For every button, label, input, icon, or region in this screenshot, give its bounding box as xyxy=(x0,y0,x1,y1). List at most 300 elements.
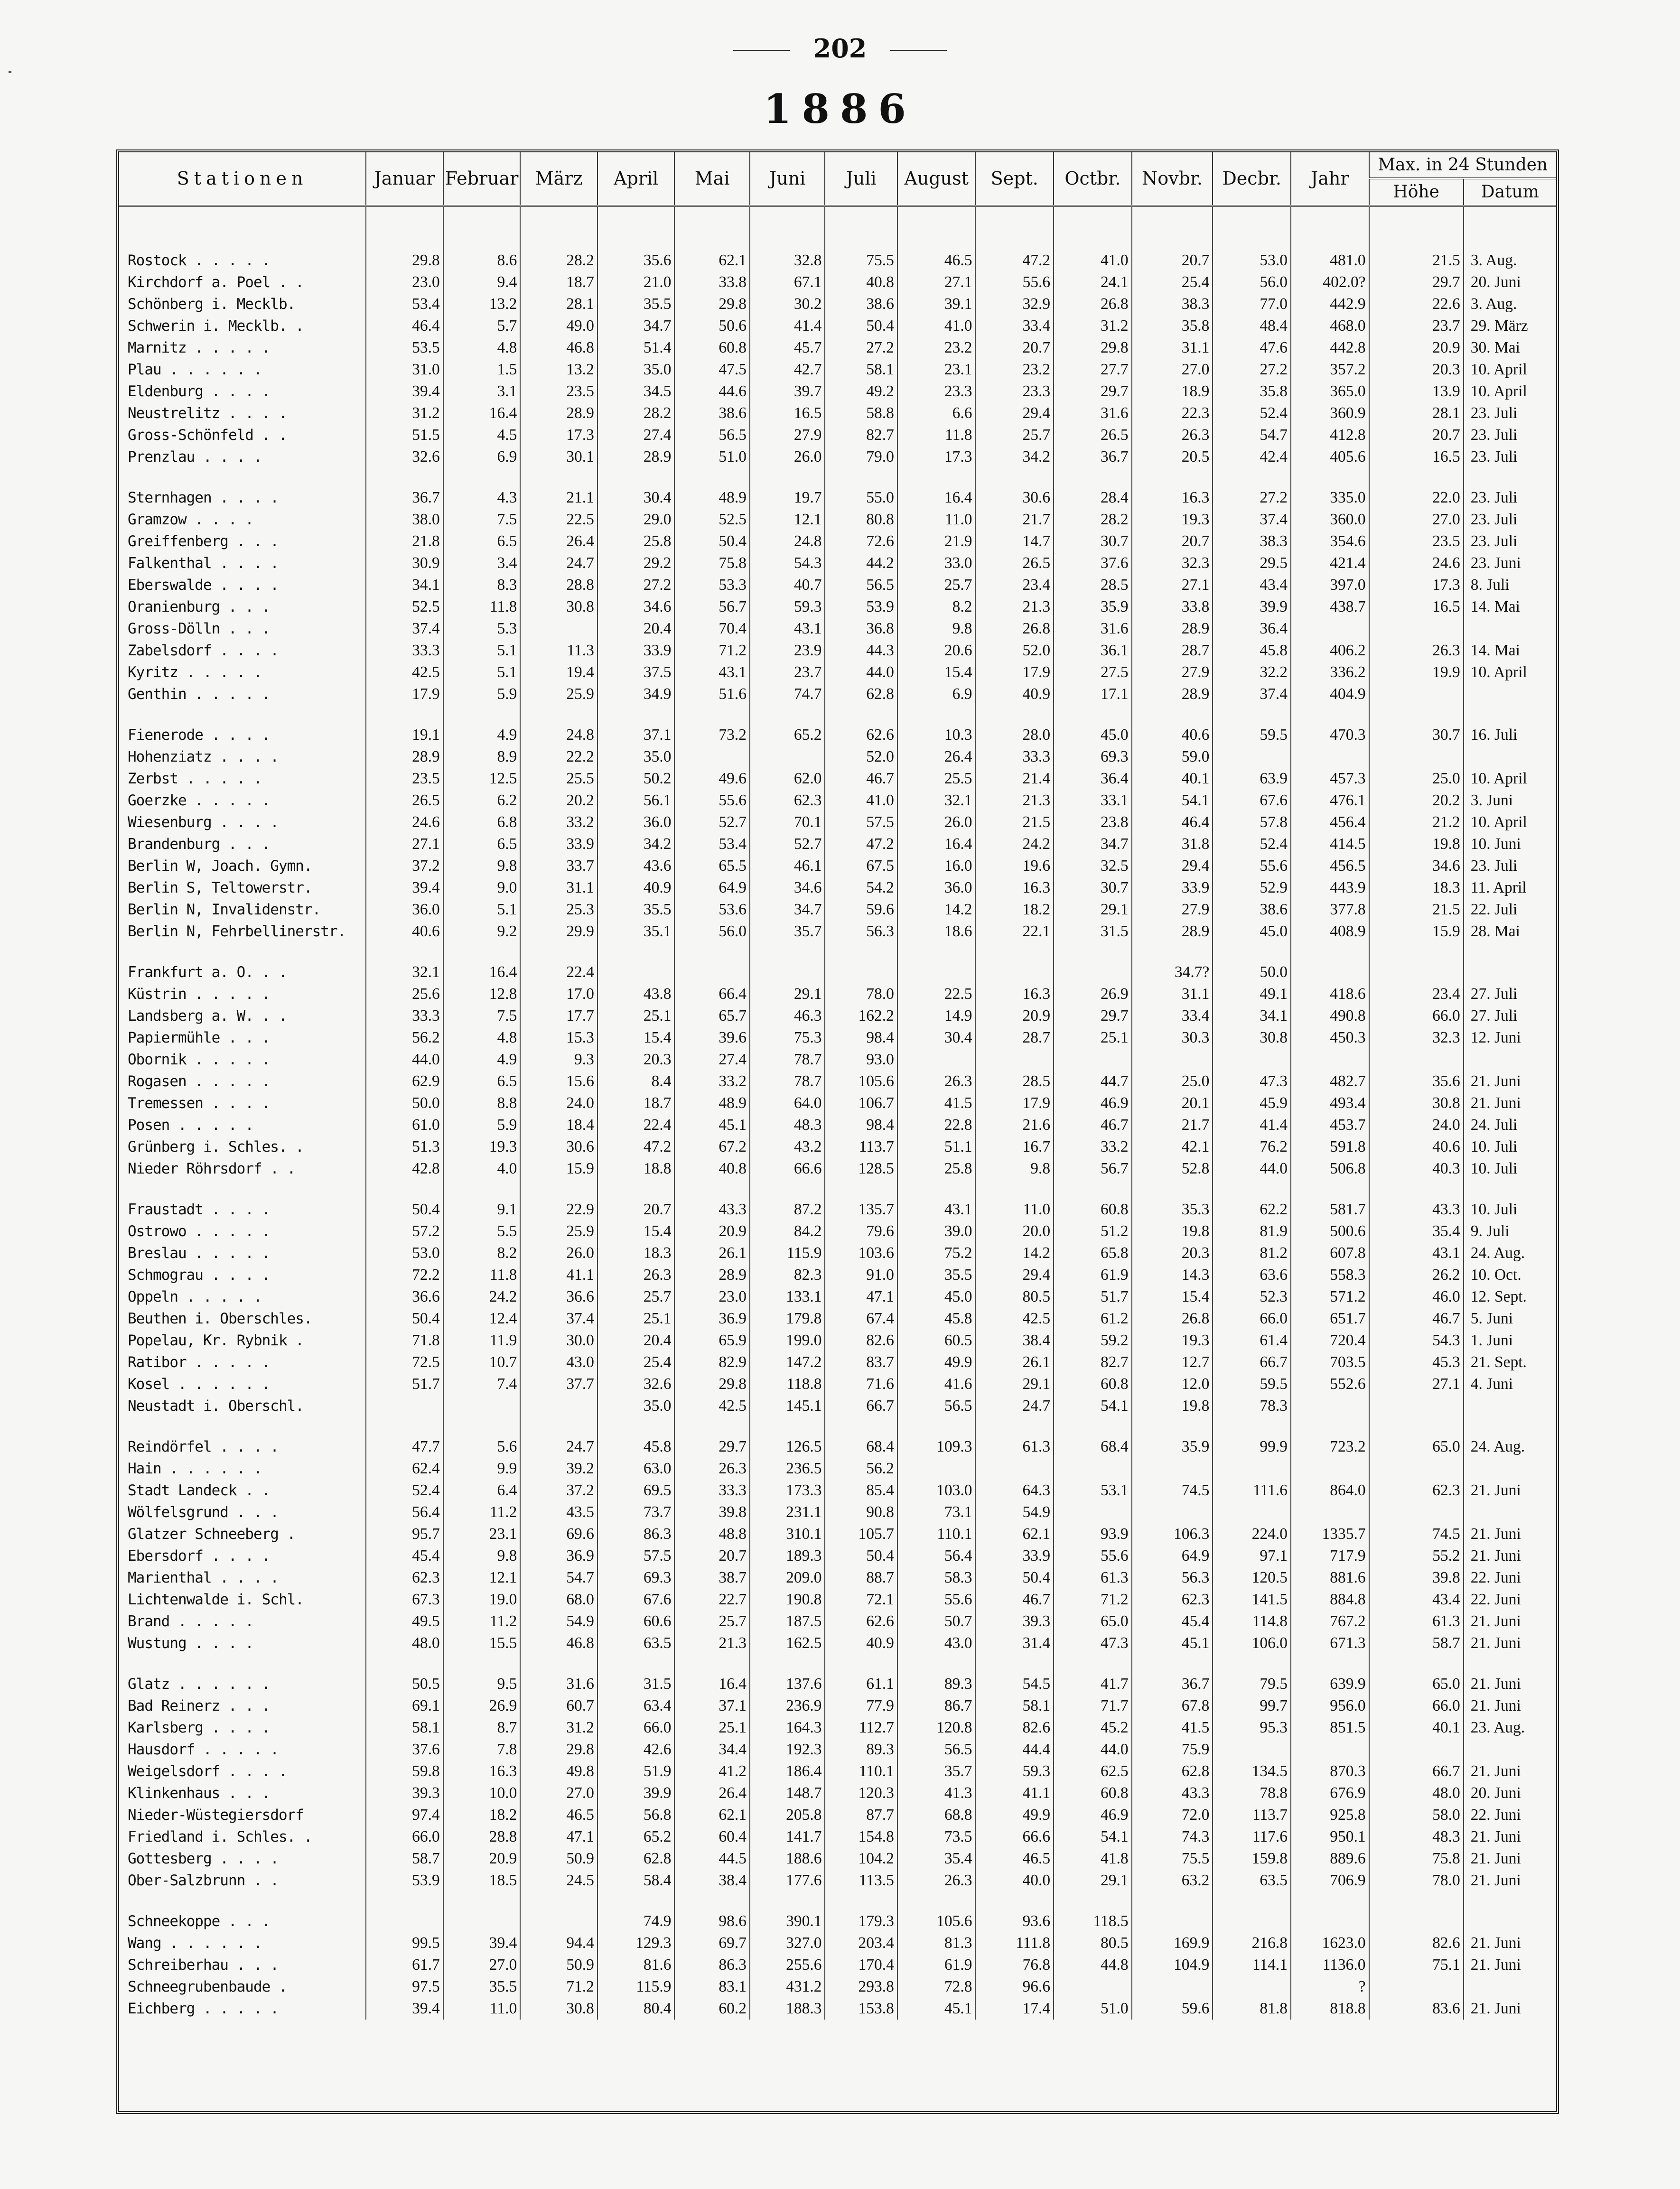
month-value: 56.5 xyxy=(674,424,750,446)
year-total: 412.8 xyxy=(1291,424,1369,446)
month-value: 28.1 xyxy=(520,293,597,315)
month-value: 27.0 xyxy=(1132,359,1213,381)
month-value: 65.2 xyxy=(750,724,825,746)
station-name: Bad Reinerz . . . xyxy=(119,1695,366,1717)
station-name: Berlin W, Joach. Gymn. xyxy=(119,855,366,877)
spacer-cell xyxy=(825,1180,897,1199)
table-row xyxy=(119,531,1556,552)
month-value: 21.7 xyxy=(1132,1114,1213,1136)
month-value: 27.5 xyxy=(1054,661,1132,683)
month-value: 22.3 xyxy=(1132,402,1213,424)
month-value: 148.7 xyxy=(750,1782,825,1804)
header-month: August xyxy=(897,152,976,206)
month-value: 26.3 xyxy=(897,1071,976,1092)
month-value: 32.9 xyxy=(975,293,1054,315)
month-value: 86.3 xyxy=(674,1954,750,1976)
year-total: 397.0 xyxy=(1291,574,1369,596)
spacer-cell xyxy=(750,705,825,724)
month-value: 60.8 xyxy=(674,337,750,359)
month-value: 60.6 xyxy=(597,1611,675,1632)
month-value: 18.2 xyxy=(975,899,1054,921)
month-value: 84.2 xyxy=(750,1220,825,1242)
group-spacer xyxy=(119,705,1556,724)
month-value: 41.0 xyxy=(825,790,897,811)
header-month: Mai xyxy=(674,152,750,206)
spacer-cell xyxy=(674,1180,750,1199)
spacer-cell xyxy=(975,1417,1054,1436)
max-height: 28.1 xyxy=(1369,402,1464,424)
month-value: 66.6 xyxy=(750,1158,825,1180)
max-date: 8. Juli xyxy=(1470,576,1510,594)
month-value: 26.0 xyxy=(520,1242,597,1264)
spacer-cell xyxy=(897,1417,976,1436)
month-value: 39.9 xyxy=(597,1782,675,1804)
month-value: 42.7 xyxy=(750,359,825,381)
month-value: 18.6 xyxy=(897,921,976,942)
spacer-cell xyxy=(520,468,597,487)
max-date: 21. Juni xyxy=(1470,1094,1521,1112)
station-name: Glatz . . . . . . xyxy=(119,1673,366,1695)
month-value: 23.4 xyxy=(975,574,1054,596)
month-value: 99.7 xyxy=(1213,1695,1291,1717)
month-value: 54.2 xyxy=(825,877,897,899)
spacer-cell xyxy=(1054,468,1132,487)
month-value: 36.7 xyxy=(1054,446,1132,468)
max-date: 10. April xyxy=(1470,769,1527,787)
month-value: 159.8 xyxy=(1213,1848,1291,1870)
month-value: 35.5 xyxy=(897,1264,976,1286)
month-value: 40.9 xyxy=(825,1632,897,1654)
year-total: 406.2 xyxy=(1291,640,1369,661)
max-date: 21. Juni xyxy=(1470,1546,1521,1565)
spacer-cell xyxy=(1213,206,1291,250)
table-row xyxy=(119,337,1556,359)
month-value: 56.2 xyxy=(366,1027,443,1049)
month-value: 25.1 xyxy=(1054,1027,1132,1049)
month-value: 30.7 xyxy=(1054,877,1132,899)
month-value: 36.7 xyxy=(366,487,443,509)
month-value: 50.0 xyxy=(366,1092,443,1114)
month-value xyxy=(1213,1976,1291,1998)
header-month: Sept. xyxy=(975,152,1054,206)
year-total: 581.7 xyxy=(1291,1199,1369,1220)
month-value: 35.9 xyxy=(1054,596,1132,618)
max-date xyxy=(1464,746,1556,768)
spacer-cell xyxy=(750,1654,825,1673)
month-value: 29.7 xyxy=(1054,381,1132,402)
month-value: 62.6 xyxy=(825,724,897,746)
month-value: 94.4 xyxy=(520,1932,597,1954)
spacer-cell xyxy=(119,1654,366,1673)
month-value: 9.8 xyxy=(443,1545,521,1567)
month-value: 255.6 xyxy=(750,1954,825,1976)
month-value: 24.8 xyxy=(750,531,825,552)
station-name: Sternhagen . . . . xyxy=(119,487,366,509)
month-value: 57.5 xyxy=(825,811,897,833)
month-value: 30.4 xyxy=(897,1027,976,1049)
month-value: 99.5 xyxy=(366,1932,443,1954)
year-total: 889.6 xyxy=(1291,1848,1369,1870)
month-value: 41.4 xyxy=(1213,1114,1291,1136)
station-name: Oranienburg . . . xyxy=(119,596,366,618)
year-total xyxy=(1291,1501,1369,1523)
month-value: 75.5 xyxy=(825,250,897,271)
month-value: 60.2 xyxy=(674,1998,750,2020)
max-height xyxy=(1369,1976,1464,1998)
station-name: Rostock . . . . . xyxy=(119,250,366,271)
station-name: Beuthen i. Oberschles. xyxy=(119,1308,366,1330)
max-height: 45.3 xyxy=(1369,1351,1464,1373)
station-name: Papiermühle . . . xyxy=(119,1027,366,1049)
month-value: 9.1 xyxy=(443,1199,521,1220)
month-value: 64.9 xyxy=(1132,1545,1213,1567)
max-height xyxy=(1369,1739,1464,1761)
max-height: 75.1 xyxy=(1369,1954,1464,1976)
spacer-cell xyxy=(119,705,366,724)
max-height: 24.0 xyxy=(1369,1114,1464,1136)
month-value: 45.1 xyxy=(1132,1632,1213,1654)
month-value: 41.1 xyxy=(520,1264,597,1286)
month-value xyxy=(1132,1458,1213,1480)
table-row xyxy=(119,271,1556,293)
month-value: 19.1 xyxy=(366,724,443,746)
month-value: 56.5 xyxy=(897,1395,976,1417)
month-value: 26.3 xyxy=(597,1264,675,1286)
max-date: 10. April xyxy=(1470,663,1527,681)
spacer-cell xyxy=(119,1417,366,1436)
year-total: 442.8 xyxy=(1291,337,1369,359)
month-value: 33.4 xyxy=(975,315,1054,337)
month-value: 66.0 xyxy=(1213,1308,1291,1330)
month-value: 93.6 xyxy=(975,1910,1054,1932)
month-value: 20.7 xyxy=(1132,531,1213,552)
month-value: 62.5 xyxy=(1054,1761,1132,1782)
month-value: 36.9 xyxy=(674,1308,750,1330)
month-value: 40.9 xyxy=(975,683,1054,705)
table-row xyxy=(119,877,1556,899)
max-height: 35.6 xyxy=(1369,1071,1464,1092)
month-value: 39.1 xyxy=(897,293,976,315)
month-value: 4.8 xyxy=(443,337,521,359)
month-value: 6.5 xyxy=(443,833,521,855)
month-value: 29.1 xyxy=(975,1373,1054,1395)
max-height: 23.7 xyxy=(1369,315,1464,337)
month-value: 87.7 xyxy=(825,1804,897,1826)
month-value: 187.5 xyxy=(750,1611,825,1632)
group-spacer xyxy=(119,942,1556,961)
table-row xyxy=(119,833,1556,855)
station-name: Genthin . . . . . xyxy=(119,683,366,705)
spacer-cell xyxy=(1054,1891,1132,1910)
max-date: 21. Juni xyxy=(1470,1525,1521,1543)
month-value: 43.3 xyxy=(1132,1782,1213,1804)
month-value: 54.1 xyxy=(1054,1826,1132,1848)
max-height: 27.1 xyxy=(1369,1373,1464,1395)
year-total: 607.8 xyxy=(1291,1242,1369,1264)
month-value: 23.2 xyxy=(897,337,976,359)
station-name: Gottesberg . . . . xyxy=(119,1848,366,1870)
month-value: 4.9 xyxy=(443,1049,521,1071)
month-value: 26.8 xyxy=(1054,293,1132,315)
month-value: 30.3 xyxy=(1132,1027,1213,1049)
month-value: 6.5 xyxy=(443,531,521,552)
spacer-cell xyxy=(825,206,897,250)
table-row xyxy=(119,1351,1556,1373)
month-value: 41.5 xyxy=(897,1092,976,1114)
spacer-cell xyxy=(1464,468,1556,487)
month-value: 47.1 xyxy=(520,1826,597,1848)
month-value: 58.1 xyxy=(366,1717,443,1739)
spacer-cell xyxy=(1369,468,1464,487)
spacer-cell xyxy=(1213,705,1291,724)
month-value: 4.0 xyxy=(443,1158,521,1180)
month-value: 45.4 xyxy=(366,1545,443,1567)
max-date: 23. Juli xyxy=(1470,426,1518,444)
month-value: 21.5 xyxy=(975,811,1054,833)
max-height: 16.5 xyxy=(1369,446,1464,468)
month-value: 14.9 xyxy=(897,1005,976,1027)
station-name: Ober-Salzbrunn . . xyxy=(119,1870,366,1891)
month-value: 75.2 xyxy=(897,1242,976,1264)
month-value: 34.6 xyxy=(750,877,825,899)
spacer-cell xyxy=(674,1891,750,1910)
table-row xyxy=(119,1673,1556,1695)
month-value: 153.8 xyxy=(825,1998,897,2020)
station-name: Fienerode . . . . xyxy=(119,724,366,746)
month-value xyxy=(1213,746,1291,768)
month-value: 5.1 xyxy=(443,899,521,921)
month-value: 32.5 xyxy=(1054,855,1132,877)
month-value: 62.3 xyxy=(750,790,825,811)
month-value: 82.3 xyxy=(750,1264,825,1286)
spacer-cell xyxy=(1464,1654,1556,1673)
month-value: 9.5 xyxy=(443,1673,521,1695)
month-value: 28.2 xyxy=(597,402,675,424)
month-value: 53.4 xyxy=(366,293,443,315)
month-value: 170.4 xyxy=(825,1954,897,1976)
max-date: 12. Juni xyxy=(1470,1028,1521,1046)
spacer-cell xyxy=(443,1417,521,1436)
month-value: 46.5 xyxy=(520,1804,597,1826)
month-value: 52.9 xyxy=(1213,877,1291,899)
year-total: 950.1 xyxy=(1291,1826,1369,1848)
month-value: 21.6 xyxy=(975,1114,1054,1136)
max-date: 24. Juli xyxy=(1470,1116,1518,1134)
month-value: 49.5 xyxy=(366,1611,443,1632)
month-value: 38.6 xyxy=(825,293,897,315)
month-value: 26.0 xyxy=(750,446,825,468)
spacer-cell xyxy=(750,1417,825,1436)
month-value: 24.7 xyxy=(520,1436,597,1458)
month-value: 7.5 xyxy=(443,509,521,531)
month-value: 9.8 xyxy=(443,855,521,877)
month-value: 10.7 xyxy=(443,1351,521,1373)
month-value: 44.3 xyxy=(825,640,897,661)
month-value: 30.8 xyxy=(520,596,597,618)
month-value: 6.4 xyxy=(443,1480,521,1501)
month-value: 16.4 xyxy=(674,1673,750,1695)
spacer-cell xyxy=(366,1180,443,1199)
month-value: 28.9 xyxy=(674,1264,750,1286)
month-value: 11.0 xyxy=(443,1998,521,2020)
month-value: 19.8 xyxy=(1132,1220,1213,1242)
month-value: 46.7 xyxy=(975,1589,1054,1611)
month-value: 52.7 xyxy=(674,811,750,833)
month-value xyxy=(1132,1910,1213,1932)
month-value: 57.8 xyxy=(1213,811,1291,833)
month-value: 62.8 xyxy=(825,683,897,705)
month-value: 62.2 xyxy=(1213,1199,1291,1220)
spacer-cell xyxy=(825,468,897,487)
max-height: 17.3 xyxy=(1369,574,1464,596)
table-row xyxy=(119,487,1556,509)
year-total: 476.1 xyxy=(1291,790,1369,811)
month-value: 31.2 xyxy=(520,1717,597,1739)
month-value: 63.6 xyxy=(1213,1264,1291,1286)
month-value: 16.3 xyxy=(443,1761,521,1782)
spacer-cell xyxy=(825,705,897,724)
month-value: 9.9 xyxy=(443,1458,521,1480)
month-value: 39.6 xyxy=(674,1027,750,1049)
month-value: 28.9 xyxy=(520,402,597,424)
month-value: 57.2 xyxy=(366,1220,443,1242)
station-name: Marnitz . . . . . xyxy=(119,337,366,359)
month-value: 66.4 xyxy=(674,983,750,1005)
month-value: 113.7 xyxy=(825,1136,897,1158)
month-value: 41.0 xyxy=(1054,250,1132,271)
month-value: 43.5 xyxy=(520,1501,597,1523)
month-value: 26.3 xyxy=(1132,424,1213,446)
month-value: 52.3 xyxy=(1213,1286,1291,1308)
month-value: 98.6 xyxy=(674,1910,750,1932)
month-value: 41.1 xyxy=(975,1782,1054,1804)
month-value: 105.6 xyxy=(897,1910,976,1932)
year-total: 552.6 xyxy=(1291,1373,1369,1395)
month-value: 35.5 xyxy=(443,1976,521,1998)
max-date: 11. April xyxy=(1470,878,1527,896)
month-value: 63.9 xyxy=(1213,768,1291,790)
year-total xyxy=(1291,961,1369,983)
month-value: 26.3 xyxy=(897,1870,976,1891)
month-value: 38.3 xyxy=(1213,531,1291,552)
month-value: 44.8 xyxy=(1054,1954,1132,1976)
month-value: 5.9 xyxy=(443,1114,521,1136)
station-name: Eberswalde . . . . xyxy=(119,574,366,596)
month-value: 37.4 xyxy=(1213,509,1291,531)
month-value: 16.4 xyxy=(443,961,521,983)
month-value: 30.8 xyxy=(520,1998,597,2020)
month-value: 26.3 xyxy=(674,1458,750,1480)
month-value: 43.1 xyxy=(897,1199,976,1220)
spacer-cell xyxy=(443,1891,521,1910)
month-value: 209.0 xyxy=(750,1567,825,1589)
month-value: 27.9 xyxy=(750,424,825,446)
month-value: 53.5 xyxy=(366,337,443,359)
month-value: 29.8 xyxy=(520,1739,597,1761)
month-value: 45.7 xyxy=(750,337,825,359)
month-value: 34.7? xyxy=(1132,961,1213,983)
month-value: 22.2 xyxy=(520,746,597,768)
max-date: 21. Juni xyxy=(1470,1634,1521,1652)
month-value: 14.3 xyxy=(1132,1264,1213,1286)
month-value: 20.4 xyxy=(597,618,675,640)
station-name: Kirchdorf a. Poel . . xyxy=(119,271,366,293)
month-value: 78.7 xyxy=(750,1049,825,1071)
station-name: Schreiberhau . . . xyxy=(119,1954,366,1976)
month-value: 33.3 xyxy=(366,1005,443,1027)
max-height xyxy=(1369,1049,1464,1071)
month-value: 28.9 xyxy=(1132,921,1213,942)
month-value: 48.8 xyxy=(674,1523,750,1545)
spacer-cell xyxy=(1464,206,1556,250)
month-value: 18.7 xyxy=(520,271,597,293)
month-value: 12.8 xyxy=(443,983,521,1005)
month-value: 5.3 xyxy=(443,618,521,640)
month-value: 54.9 xyxy=(520,1611,597,1632)
group-spacer xyxy=(119,1654,1556,1673)
month-value: 80.4 xyxy=(597,1998,675,2020)
max-height: 18.3 xyxy=(1369,877,1464,899)
year-total: 1335.7 xyxy=(1291,1523,1369,1545)
spacer-cell xyxy=(1213,1180,1291,1199)
month-value: 59.6 xyxy=(1132,1998,1213,2020)
month-value: 62.1 xyxy=(975,1523,1054,1545)
month-value: 53.1 xyxy=(1054,1480,1132,1501)
table-row xyxy=(119,1436,1556,1458)
table-row xyxy=(119,1136,1556,1158)
month-value: 179.3 xyxy=(825,1910,897,1932)
spacer-cell xyxy=(975,468,1054,487)
month-value: 18.3 xyxy=(597,1242,675,1264)
month-value: 58.1 xyxy=(825,359,897,381)
page-number xyxy=(0,33,1680,64)
max-date: 21. Juni xyxy=(1470,1612,1521,1630)
spacer-cell xyxy=(975,206,1054,250)
month-value: 236.5 xyxy=(750,1458,825,1480)
month-value: 35.4 xyxy=(897,1848,976,1870)
max-date: 12. Sept. xyxy=(1470,1287,1527,1305)
month-value: 62.9 xyxy=(366,1071,443,1092)
month-value: 30.7 xyxy=(1054,531,1132,552)
month-value: 105.7 xyxy=(825,1523,897,1545)
table-row xyxy=(119,1567,1556,1589)
month-value: 50.6 xyxy=(674,315,750,337)
station-name: Breslau . . . . . xyxy=(119,1242,366,1264)
month-value: 59.8 xyxy=(366,1761,443,1782)
month-value: 28.7 xyxy=(975,1027,1054,1049)
spacer-cell xyxy=(520,942,597,961)
spacer-cell xyxy=(1132,942,1213,961)
month-value: 199.0 xyxy=(750,1330,825,1351)
month-value: 20.1 xyxy=(1132,1092,1213,1114)
month-value: 26.9 xyxy=(1054,983,1132,1005)
month-value: 431.2 xyxy=(750,1976,825,1998)
month-value: 24.5 xyxy=(520,1870,597,1891)
spacer-cell xyxy=(1464,1417,1556,1436)
month-value: 42.5 xyxy=(366,661,443,683)
max-height: 83.6 xyxy=(1369,1998,1464,2020)
year-total: 450.3 xyxy=(1291,1027,1369,1049)
month-value: 45.0 xyxy=(897,1286,976,1308)
station-name: Stadt Landeck . . xyxy=(119,1480,366,1501)
month-value: 120.3 xyxy=(825,1782,897,1804)
max-date: 21. Juni xyxy=(1470,1849,1521,1867)
month-value: 188.3 xyxy=(750,1998,825,2020)
month-value: 27.9 xyxy=(1132,899,1213,921)
max-date: 16. Juli xyxy=(1470,726,1518,744)
month-value: 36.0 xyxy=(366,899,443,921)
max-date: 21. Juni xyxy=(1470,1762,1521,1780)
